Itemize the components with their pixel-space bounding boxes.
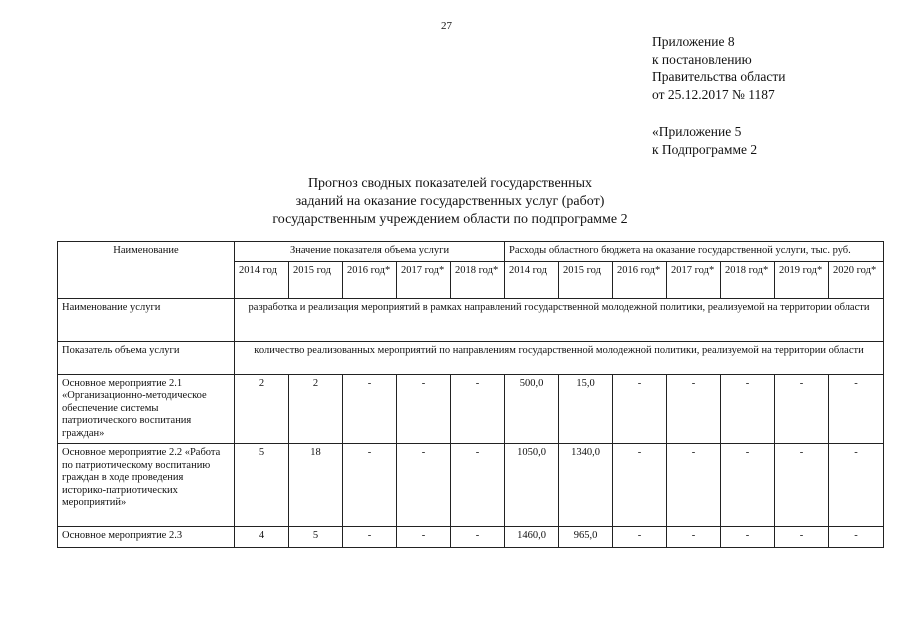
- year-cell: 2018 год*: [451, 261, 505, 298]
- title-line: Прогноз сводных показателей государственных: [307, 176, 593, 191]
- indicator-row: [58, 341, 884, 374]
- volume-cell: -: [451, 527, 505, 548]
- table-row: [58, 374, 884, 444]
- table-row: [58, 444, 884, 527]
- volume-cell: 4: [235, 527, 289, 548]
- expense-cell: -: [775, 444, 829, 527]
- volume-cell: -: [397, 527, 451, 548]
- expense-cell: -: [721, 527, 775, 548]
- expense-cell: -: [667, 527, 721, 548]
- expense-cell: 1340,0: [559, 444, 613, 527]
- year-cell: 2020 год*: [829, 261, 884, 298]
- appendix-line: «Приложение 5: [652, 124, 742, 139]
- expense-cell: -: [829, 444, 884, 527]
- year-cell: 2016 год*: [613, 261, 667, 298]
- volume-cell: 2: [289, 374, 343, 444]
- table-row: [58, 527, 884, 548]
- forecast-table: [57, 241, 884, 548]
- indicator-text: количество реализованных мероприятий по направлениям государственной молодежной политики, реализуемой на территории области: [235, 341, 884, 374]
- row-name: Основное мероприятие 2.3: [58, 527, 235, 548]
- expense-cell: -: [775, 527, 829, 548]
- appendix-line: к Подпрограмме 2: [652, 141, 758, 157]
- row-name: Основное мероприятие 2.1 «Организационно-методическое обеспечение системы патриотического воспитания граждан»: [58, 374, 235, 444]
- expense-cell: -: [667, 374, 721, 444]
- expense-cell: 965,0: [559, 527, 613, 548]
- service-label: Наименование услуги: [58, 298, 235, 341]
- header-volume: Значение показателя объема услуги: [235, 242, 505, 262]
- volume-cell: -: [397, 374, 451, 444]
- year-cell: 2014 год: [235, 261, 289, 298]
- volume-cell: -: [451, 444, 505, 527]
- header-row: [58, 242, 884, 262]
- year-cell: 2016 год*: [343, 261, 397, 298]
- expense-cell: -: [721, 374, 775, 444]
- appendix-subreference: [652, 123, 757, 158]
- page-number: 27: [441, 20, 452, 32]
- appendix-reference: [652, 33, 785, 103]
- year-cell: 2018 год*: [721, 261, 775, 298]
- year-cell: 2014 год: [505, 261, 559, 298]
- volume-cell: -: [343, 374, 397, 444]
- expense-cell: -: [667, 444, 721, 527]
- year-cell: 2019 год*: [775, 261, 829, 298]
- expense-cell: -: [613, 527, 667, 548]
- volume-cell: -: [343, 444, 397, 527]
- title-line: государственным учреждением области по подпрограмме 2: [272, 212, 628, 227]
- expense-cell: 500,0: [505, 374, 559, 444]
- service-text: разработка и реализация мероприятий в рамках направлений государственной молодежной политики, реализуемой на территории области: [235, 298, 884, 341]
- volume-cell: -: [343, 527, 397, 548]
- indicator-label: Показатель объема услуги: [58, 341, 235, 374]
- appendix-line: от 25.12.2017 № 1187: [652, 86, 775, 102]
- expense-cell: -: [829, 374, 884, 444]
- header-name: Наименование: [58, 242, 235, 299]
- expense-cell: -: [829, 527, 884, 548]
- expense-cell: -: [775, 374, 829, 444]
- title-line: заданий на оказание государственных услуг (работ): [295, 194, 605, 209]
- expense-cell: -: [613, 444, 667, 527]
- volume-cell: 2: [235, 374, 289, 444]
- volume-cell: 5: [235, 444, 289, 527]
- row-name: Основное мероприятие 2.2 «Работа по патриотическому воспитанию граждан в ходе проведения историко-патриотических мероприятий»: [58, 444, 235, 527]
- header-expense: Расходы областного бюджета на оказание государственной услуги, тыс. руб.: [505, 242, 884, 262]
- expense-cell: -: [613, 374, 667, 444]
- appendix-line: к постановлению: [652, 51, 752, 67]
- document-title: [200, 175, 700, 229]
- service-row: [58, 298, 884, 341]
- expense-cell: 15,0: [559, 374, 613, 444]
- appendix-line: Приложение 8: [652, 34, 735, 49]
- expense-cell: 1460,0: [505, 527, 559, 548]
- expense-cell: 1050,0: [505, 444, 559, 527]
- year-cell: 2017 год*: [397, 261, 451, 298]
- volume-cell: 18: [289, 444, 343, 527]
- volume-cell: 5: [289, 527, 343, 548]
- year-cell: 2015 год: [289, 261, 343, 298]
- volume-cell: -: [397, 444, 451, 527]
- volume-cell: -: [451, 374, 505, 444]
- appendix-line: Правительства области: [652, 69, 786, 84]
- expense-cell: -: [721, 444, 775, 527]
- year-cell: 2017 год*: [667, 261, 721, 298]
- year-cell: 2015 год: [559, 261, 613, 298]
